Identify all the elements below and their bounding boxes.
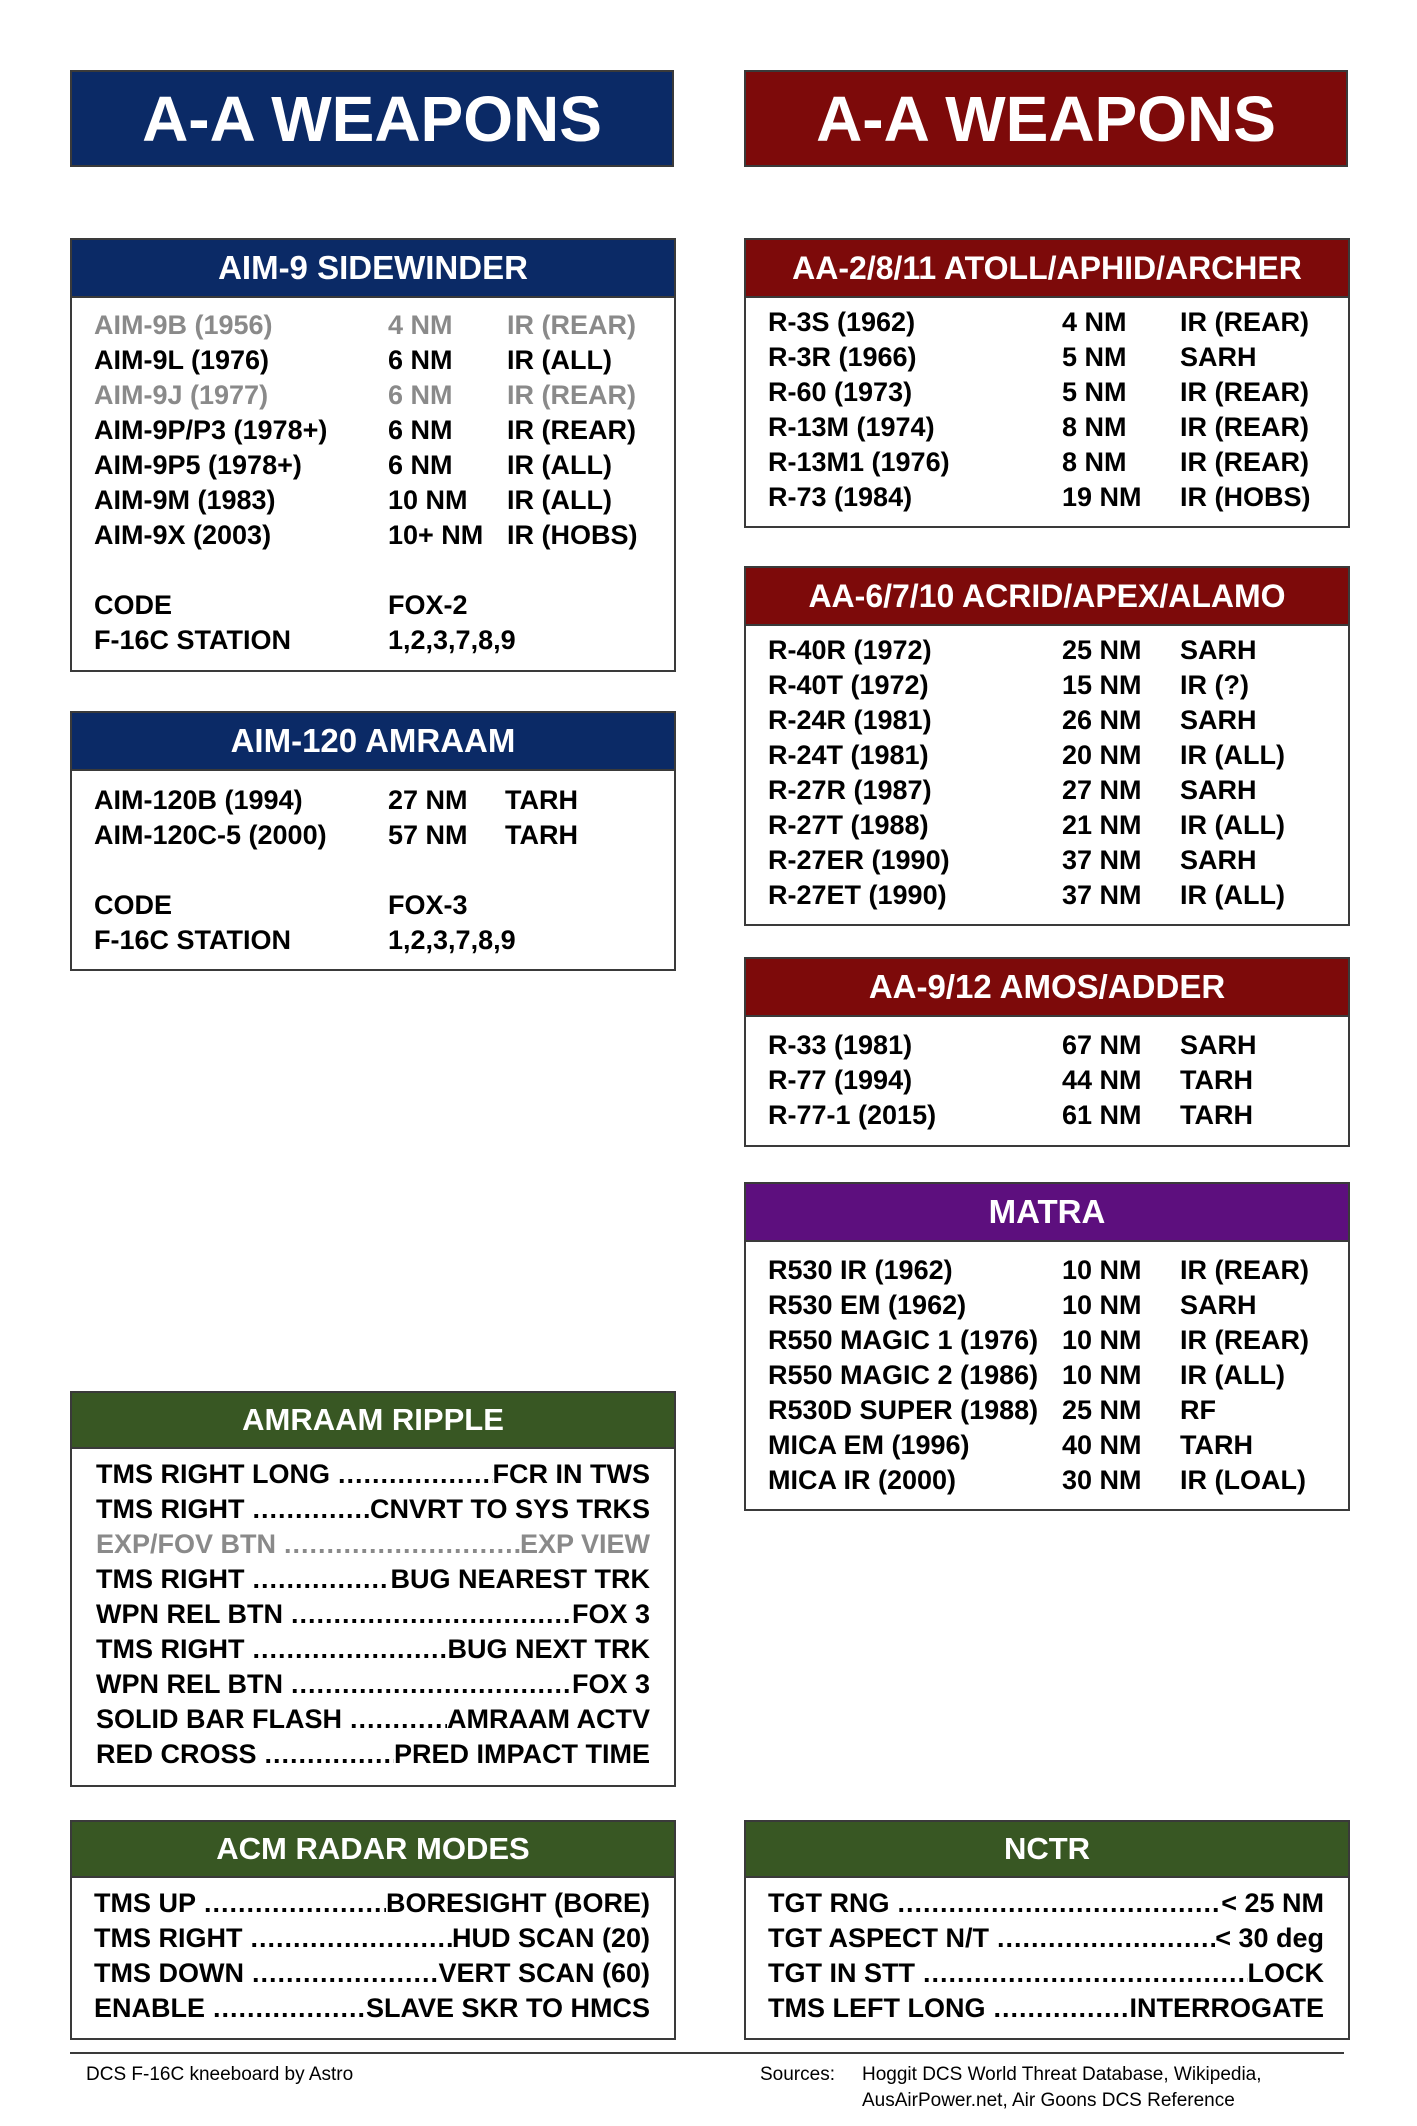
spacer xyxy=(94,853,674,888)
list-item: TMS RIGHT ..... BUG NEXT TRK xyxy=(72,1632,674,1667)
table-row: R-33 (1981) 67 NM SARH xyxy=(768,1030,1257,1060)
atoll-title: AA-2/8/11 ATOLL/APHID/ARCHER xyxy=(746,240,1348,298)
table-row: AIM-9X (2003) 10+ NM IR (HOBS) xyxy=(94,520,638,550)
atoll-panel xyxy=(744,238,1350,528)
acrid-list xyxy=(746,626,1348,913)
aim9-title: AIM-9 SIDEWINDER xyxy=(72,240,674,298)
list-item: WPN REL BTN ..... FOX 3 xyxy=(72,1597,674,1632)
sources-label: Sources: xyxy=(760,2064,835,2085)
list-item: EXP/FOV BTN ..... EXP VIEW xyxy=(72,1527,674,1562)
aim9-panel xyxy=(70,238,676,672)
acm-list xyxy=(72,1878,674,2026)
table-row: R-77-1 (2015) 61 NM TARH xyxy=(768,1100,1253,1130)
acm-title: ACM RADAR MODES xyxy=(72,1822,674,1878)
code-row: CODE FOX-3 xyxy=(94,890,468,920)
table-row: R-24T (1981) 20 NM IR (ALL) xyxy=(768,740,1285,770)
table-row: AIM-9B (1956) 4 NM IR (REAR) xyxy=(94,310,636,340)
list-item: SOLID BAR FLASH ..... AMRAAM ACTV xyxy=(72,1702,674,1737)
list-item: TMS UP ..... BORESIGHT (BORE) xyxy=(72,1886,674,1921)
nctr-panel xyxy=(744,1820,1350,2040)
table-row: R-60 (1973) 5 NM IR (REAR) xyxy=(768,377,1309,407)
acrid-title: AA-6/7/10 ACRID/APEX/ALAMO xyxy=(746,568,1348,626)
station-row: F-16C STATION 1,2,3,7,8,9 xyxy=(94,625,516,655)
acrid-panel xyxy=(744,566,1350,926)
table-row: R-27R (1987) 27 NM SARH xyxy=(768,775,1257,805)
table-row: R530 EM (1962) 10 NM SARH xyxy=(768,1290,1257,1320)
table-row: AIM-9P5 (1978+) 6 NM IR (ALL) xyxy=(94,450,612,480)
table-row: R530D SUPER (1988) 25 NM RF xyxy=(768,1395,1216,1425)
amos-panel xyxy=(744,957,1350,1147)
table-row: R-3S (1962) 4 NM IR (REAR) xyxy=(768,307,1309,337)
acm-panel xyxy=(70,1820,676,2040)
list-item: TMS RIGHT ..... CNVRT TO SYS TRKS xyxy=(72,1492,674,1527)
sources-line-1: Hoggit DCS World Threat Database, Wikipedia, xyxy=(862,2064,1262,2085)
table-row: R-27ER (1990) 37 NM SARH xyxy=(768,845,1257,875)
list-item: RED CROSS ..... PRED IMPACT TIME xyxy=(72,1737,674,1772)
table-row: R-40T (1972) 15 NM IR (?) xyxy=(768,670,1249,700)
table-row: R-13M1 (1976) 8 NM IR (REAR) xyxy=(768,447,1309,477)
left-banner: A-A WEAPONS xyxy=(70,70,674,167)
table-row: AIM-9P/P3 (1978+) 6 NM IR (REAR) xyxy=(94,415,636,445)
matra-list xyxy=(746,1242,1348,1498)
amos-title: AA-9/12 AMOS/ADDER xyxy=(746,959,1348,1017)
credit-text: DCS F-16C kneeboard by Astro xyxy=(86,2064,354,2085)
right-banner: A-A WEAPONS xyxy=(744,70,1348,167)
list-item: TGT IN STT ..... LOCK xyxy=(746,1956,1348,1991)
nctr-title: NCTR xyxy=(746,1822,1348,1878)
table-row: R550 MAGIC 1 (1976) 10 NM IR (REAR) xyxy=(768,1325,1309,1355)
atoll-list xyxy=(746,298,1348,515)
table-row: R530 IR (1962) 10 NM IR (REAR) xyxy=(768,1255,1309,1285)
table-row: R-3R (1966) 5 NM SARH xyxy=(768,342,1257,372)
list-item: TMS RIGHT ..... HUD SCAN (20) xyxy=(72,1921,674,1956)
ripple-list xyxy=(72,1449,674,1772)
list-item: TMS RIGHT LONG ..... FCR IN TWS xyxy=(72,1457,674,1492)
list-item: TGT RNG ..... < 25 NM xyxy=(746,1886,1348,1921)
footer-divider xyxy=(70,2052,1344,2054)
table-row: R-13M (1974) 8 NM IR (REAR) xyxy=(768,412,1309,442)
amos-list xyxy=(746,1017,1348,1133)
aim120-panel xyxy=(70,711,676,971)
list-item: TMS LEFT LONG ..... INTERROGATE xyxy=(746,1991,1348,2026)
table-row: R-73 (1984) 19 NM IR (HOBS) xyxy=(768,482,1311,512)
table-row: AIM-9M (1983) 10 NM IR (ALL) xyxy=(94,485,612,515)
table-row: R550 MAGIC 2 (1986) 10 NM IR (ALL) xyxy=(768,1360,1285,1390)
list-item: ENABLE ..... SLAVE SKR TO HMCS xyxy=(72,1991,674,2026)
table-row: R-27T (1988) 21 NM IR (ALL) xyxy=(768,810,1285,840)
table-row: AIM-9L (1976) 6 NM IR (ALL) xyxy=(94,345,612,375)
aim9-list xyxy=(72,298,674,658)
table-row: R-24R (1981) 26 NM SARH xyxy=(768,705,1257,735)
ripple-title: AMRAAM RIPPLE xyxy=(72,1393,674,1449)
aim120-title: AIM-120 AMRAAM xyxy=(72,713,674,771)
table-row: AIM-120B (1994) 27 NM TARH xyxy=(94,785,578,815)
sources-line-2: AusAirPower.net, Air Goons DCS Reference xyxy=(862,2090,1235,2111)
list-item: TMS RIGHT ..... BUG NEAREST TRK xyxy=(72,1562,674,1597)
nctr-list xyxy=(746,1878,1348,2026)
list-item: TMS DOWN ..... VERT SCAN (60) xyxy=(72,1956,674,1991)
table-row: R-77 (1994) 44 NM TARH xyxy=(768,1065,1253,1095)
table-row: MICA IR (2000) 30 NM IR (LOAL) xyxy=(768,1465,1306,1495)
matra-title: MATRA xyxy=(746,1184,1348,1242)
table-row: R-40R (1972) 25 NM SARH xyxy=(768,635,1257,665)
ripple-panel xyxy=(70,1391,676,1787)
table-row: AIM-120C-5 (2000) 57 NM TARH xyxy=(94,820,578,850)
station-row: F-16C STATION 1,2,3,7,8,9 xyxy=(94,925,516,955)
code-row: CODE FOX-2 xyxy=(94,590,468,620)
table-row: AIM-9J (1977) 6 NM IR (REAR) xyxy=(94,380,636,410)
table-row: R-27ET (1990) 37 NM IR (ALL) xyxy=(768,880,1285,910)
matra-panel xyxy=(744,1182,1350,1511)
aim120-list xyxy=(72,771,674,958)
list-item: TGT ASPECT N/T ..... < 30 deg xyxy=(746,1921,1348,1956)
spacer xyxy=(94,553,674,588)
list-item: WPN REL BTN ..... FOX 3 xyxy=(72,1667,674,1702)
table-row: MICA EM (1996) 40 NM TARH xyxy=(768,1430,1253,1460)
